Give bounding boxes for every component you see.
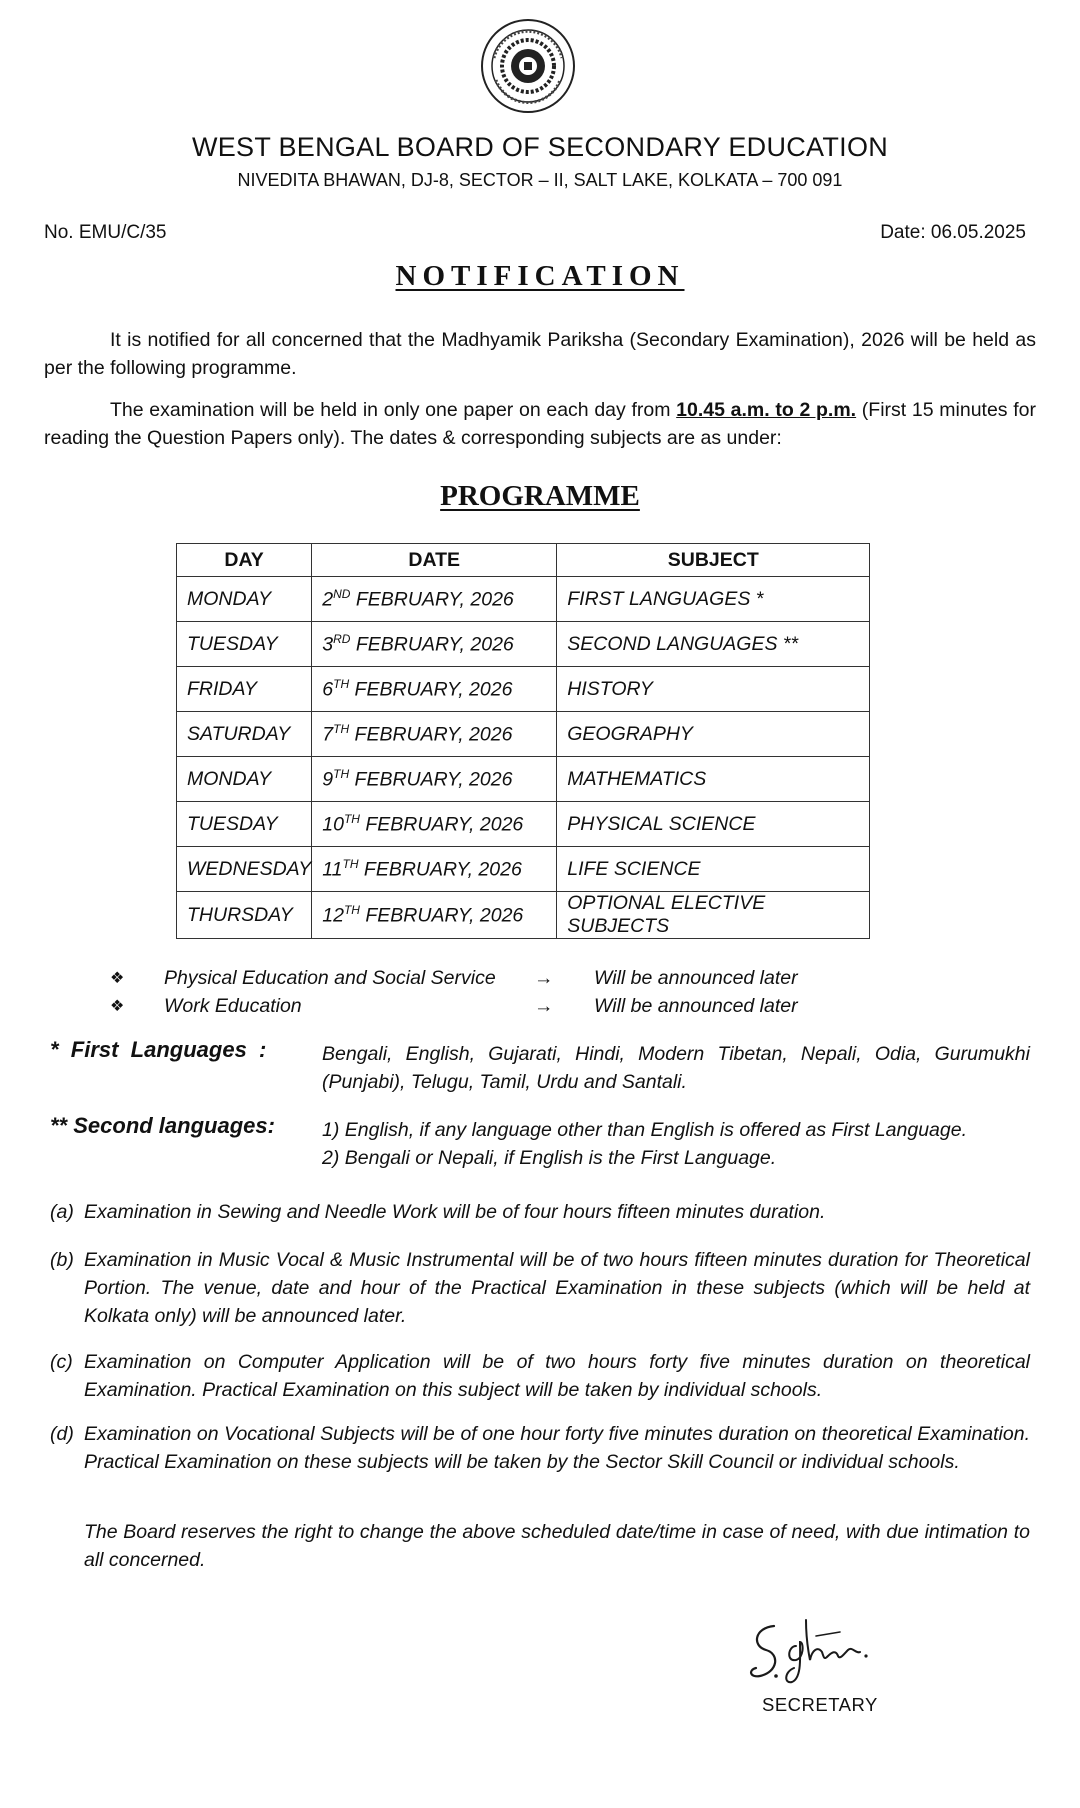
cell-day: FRIDAY [177, 667, 312, 712]
table-row [177, 622, 870, 667]
cell-day: SATURDAY [177, 712, 312, 757]
table-row [177, 667, 870, 712]
note-marker: (b) [50, 1249, 74, 1271]
cell-day: WEDNESDAY [177, 847, 312, 892]
cell-day: MONDAY [177, 757, 312, 802]
cell-subject: SECOND LANGUAGES ** [557, 622, 870, 667]
arrow-right-icon: → [534, 966, 554, 989]
announcement-list [110, 964, 854, 1020]
cell-day: THURSDAY [177, 892, 312, 939]
date-month-year: FEBRUARY, 2026 [358, 858, 522, 881]
notification-title: NOTIFICATION [395, 260, 685, 292]
date-number: 12 [322, 904, 344, 927]
exam-time: 10.45 a.m. to 2 p.m. [676, 399, 857, 421]
list-item-text: Work Education [164, 994, 302, 1017]
cell-date [312, 892, 557, 939]
date-number: 10 [322, 813, 344, 836]
date-number: 2 [322, 588, 334, 611]
date-month-year: FEBRUARY, 2026 [359, 813, 524, 836]
second-languages-text [322, 1116, 1030, 1172]
cell-date [312, 847, 557, 892]
cell-date [312, 802, 557, 847]
cell-day: TUESDAY [177, 802, 312, 847]
table-row [177, 802, 870, 847]
intro-paragraph-1-text: It is notified for all concerned that the Madhyamik Pariksha (Secondary Examination), 2026 will be held as per the following programme. [44, 329, 1036, 379]
date-month-year: FEBRUARY, 2026 [349, 768, 513, 791]
diamond-bullet-icon: ❖ [110, 970, 125, 987]
closing-statement: The Board reserves the right to change the above scheduled date/time in case of need, with due intimation to all concerned. [84, 1521, 1030, 1571]
cell-subject: HISTORY [557, 667, 870, 712]
list-item-status: Will be announced later [594, 994, 798, 1017]
programme-title: PROGRAMME [440, 480, 640, 512]
table-row [177, 577, 870, 622]
date-month-year: FEBRUARY, 2026 [349, 723, 513, 746]
note-text: Examination in Music Vocal & Music Instrumental will be of two hours fifteen minutes duration for Theoretical Portion. The venue, date and hour of the Practical Examination in these subjects (which will be held at Kolkata only) will be announced later. [84, 1249, 1030, 1327]
cell-date [312, 757, 557, 802]
header-date: DATE [312, 544, 557, 577]
cell-date [312, 667, 557, 712]
second-languages-label: ** Second languages: [50, 1113, 275, 1138]
second-languages-line-2: 2) Bengali or Nepali, if English is the First Language. [322, 1147, 777, 1169]
date-month-year: FEBRUARY, 2026 [349, 678, 513, 701]
date-month-year: FEBRUARY, 2026 [350, 588, 514, 611]
list-item-status: Will be announced later [594, 966, 798, 989]
date-number: 9 [322, 768, 334, 791]
list-item [110, 992, 854, 1020]
date-number: 7 [322, 723, 334, 746]
cell-subject: FIRST LANGUAGES * [557, 577, 870, 622]
date-suffix: RD [333, 631, 351, 646]
cell-date [312, 577, 557, 622]
intro-paragraph-1 [44, 326, 1036, 382]
note-marker: (c) [50, 1351, 73, 1373]
note-text: Examination in Sewing and Needle Work will be of four hours fifteen minutes duration. [84, 1201, 826, 1223]
date-suffix: TH [333, 676, 350, 691]
intro-paragraph-2-before: The examination will be held in only one paper on each day from [110, 399, 677, 421]
list-item [110, 964, 854, 992]
note-text: Examination on Computer Application will be of two hours forty five minutes duration on theoretical Examination. Practical Examination on this subject will be taken by individual schools. [84, 1351, 1030, 1401]
date-suffix: TH [343, 902, 360, 917]
cell-subject: PHYSICAL SCIENCE [557, 802, 870, 847]
date-suffix: TH [333, 766, 350, 781]
table-row [177, 712, 870, 757]
date-number: 11 [322, 858, 343, 881]
table-row [177, 847, 870, 892]
diamond-bullet-icon: ❖ [110, 998, 125, 1015]
reference-number: No. EMU/C/35 [44, 222, 167, 243]
exam-schedule-table [176, 543, 870, 939]
cell-day: MONDAY [177, 577, 312, 622]
note-text: Examination on Vocational Subjects will be of one hour forty five minutes duration on theoretical Examination. Practical Examination on these subjects will be taken by the Sector Skill Council or individual schools. [84, 1423, 1030, 1473]
date-number: 6 [322, 678, 334, 701]
date-number: 3 [322, 633, 334, 656]
arrow-right-icon: → [534, 994, 554, 1017]
note-marker: (d) [50, 1423, 74, 1445]
date-suffix: TH [333, 721, 350, 736]
date-suffix: ND [333, 586, 351, 601]
board-seal-icon [480, 18, 576, 114]
notification-date: Date: 06.05.2025 [880, 222, 1026, 243]
table-row [177, 757, 870, 802]
intro-paragraph-2 [44, 396, 1036, 452]
date-suffix: TH [343, 811, 360, 826]
signature-icon [744, 1606, 894, 1686]
cell-date [312, 712, 557, 757]
first-languages-text: Bengali, English, Gujarati, Hindi, Modern Tibetan, Nepali, Odia, Gurumukhi (Punjabi), Telugu, Tamil, Urdu and Santali. [322, 1043, 1030, 1093]
cell-subject: LIFE SCIENCE [557, 847, 870, 892]
cell-subject: OPTIONAL ELECTIVE SUBJECTS [557, 892, 870, 939]
second-languages-line-1: 1) English, if any language other than English is offered as First Language. [322, 1119, 967, 1141]
header-subject: SUBJECT [557, 544, 870, 577]
date-month-year: FEBRUARY, 2026 [359, 904, 524, 927]
first-languages-label: * First Languages : [50, 1037, 267, 1062]
intro-paragraph-2-after: (First 15 minutes for reading the Question Papers only). The dates & corresponding subjects are as under: [44, 399, 1037, 449]
table-row [177, 892, 870, 939]
header-day: DAY [177, 544, 312, 577]
cell-subject: GEOGRAPHY [557, 712, 870, 757]
cell-date [312, 622, 557, 667]
list-item-text: Physical Education and Social Service [164, 966, 496, 989]
date-month-year: FEBRUARY, 2026 [350, 633, 514, 656]
table-header-row [177, 544, 870, 577]
date-suffix: TH [342, 856, 359, 871]
org-address: NIVEDITA BHAWAN, DJ-8, SECTOR – II, SALT LAKE, KOLKATA – 700 091 [237, 170, 843, 190]
note-marker: (a) [50, 1201, 74, 1223]
signatory-title: SECRETARY [762, 1694, 878, 1715]
cell-day: TUESDAY [177, 622, 312, 667]
cell-subject: MATHEMATICS [557, 757, 870, 802]
org-name: WEST BENGAL BOARD OF SECONDARY EDUCATION [191, 132, 889, 162]
